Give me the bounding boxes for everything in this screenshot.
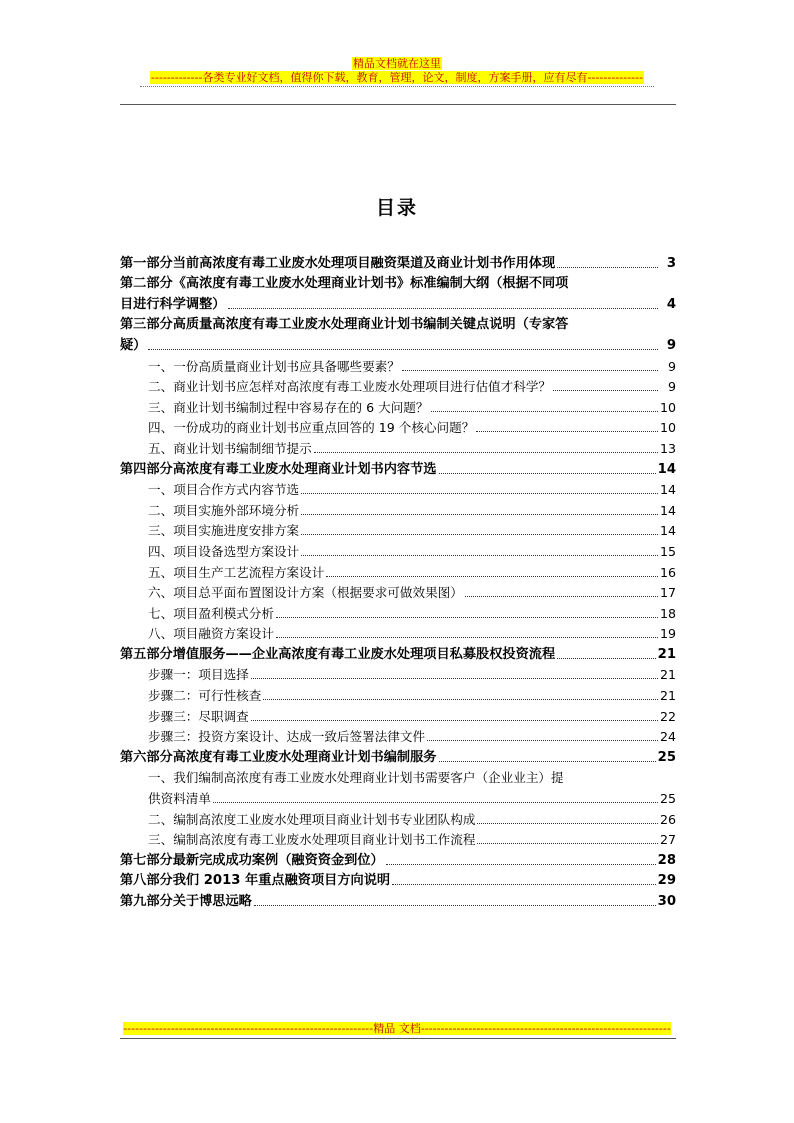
toc-leader — [301, 555, 658, 556]
toc-entry-3-5[interactable] — [120, 437, 676, 458]
toc-entry-text: 二、商业计划书应怎样对高浓度有毒工业废水处理项目进行估值才科学？ — [148, 379, 551, 395]
toc-entry-6-1[interactable] — [120, 767, 676, 788]
toc-entry-5-4[interactable] — [120, 726, 676, 747]
toc-page-number: 17 — [659, 585, 676, 601]
toc-entry-text: 三、商业计划书编制过程中容易存在的 6 大问题？ — [148, 399, 429, 415]
toc-page-number: 14 — [659, 482, 676, 498]
toc-entry-part2-cont[interactable] — [120, 293, 676, 314]
toc-entry-part4[interactable] — [120, 458, 676, 479]
toc-entry-text: 四、一份成功的商业计划书应重点回答的 19 个核心问题？ — [148, 420, 475, 436]
toc-entry-3-4[interactable] — [120, 417, 676, 438]
toc-leader — [263, 699, 658, 700]
toc-entry-text: 二、项目实施外部环境分析 — [148, 502, 300, 518]
toc-entry-text: 步骤三：尽职调查 — [148, 708, 249, 724]
toc-page-number: 15 — [659, 543, 676, 559]
toc-entry-4-3[interactable] — [120, 520, 676, 541]
toc-entry-4-1[interactable] — [120, 479, 676, 500]
toc-entry-part2[interactable] — [120, 273, 676, 294]
toc-leader — [402, 370, 658, 371]
toc-page-number: 3 — [666, 255, 676, 271]
toc-entry-text: 三、编制高浓度有毒工业废水处理项目商业计划书工作流程 — [148, 832, 476, 848]
header-dotted-line — [140, 86, 654, 91]
toc-leader — [301, 493, 658, 494]
toc-entry-4-7[interactable] — [120, 602, 676, 623]
footer-banner — [0, 1022, 794, 1036]
toc-leader — [251, 720, 658, 721]
toc-leader — [431, 411, 658, 412]
toc-entry-text: 第五部分增值服务——企业高浓度有毒工业废水处理项目私募股权投资流程 — [120, 646, 556, 662]
toc-page-number: 27 — [659, 832, 676, 848]
table-of-contents — [120, 252, 676, 911]
toc-entry-part8[interactable] — [120, 870, 676, 891]
toc-leader — [439, 761, 656, 762]
toc-entry-text: 八、项目融资方案设计 — [148, 626, 274, 642]
header-subtitle — [0, 71, 794, 85]
toc-page-number: 24 — [659, 729, 676, 745]
toc-entry-part5[interactable] — [120, 643, 676, 664]
toc-page-number: 10 — [659, 420, 676, 436]
toc-leader — [276, 637, 658, 638]
toc-leader — [553, 390, 658, 391]
toc-entry-text: 供资料清单 — [148, 791, 211, 807]
toc-page-number: 30 — [657, 894, 676, 909]
footer-text: ---------------------------------------------------------------精品 文档--------------------------------------------------------------- — [123, 1022, 671, 1035]
toc-entry-3-2[interactable] — [120, 376, 676, 397]
toc-entry-5-3[interactable] — [120, 705, 676, 726]
toc-page-number: 10 — [659, 399, 676, 415]
toc-entry-text: 一、项目合作方式内容节选 — [148, 482, 300, 498]
toc-leader — [228, 308, 659, 309]
toc-entry-text: 疑） — [120, 337, 147, 353]
toc-entry-text: 一、我们编制高浓度有毒工业废水处理商业计划书需要客户（企业业主）提 — [148, 770, 564, 786]
toc-entry-5-2[interactable] — [120, 684, 676, 705]
toc-page-number: 21 — [659, 688, 676, 704]
toc-page-number: 26 — [659, 811, 676, 827]
toc-entry-5-1[interactable] — [120, 664, 676, 685]
toc-page-number: 4 — [666, 296, 676, 312]
toc-page-number: 19 — [659, 626, 676, 642]
toc-page-number: 16 — [659, 564, 676, 580]
toc-leader — [254, 905, 656, 906]
toc-page-number: 9 — [667, 379, 676, 395]
toc-entry-text: 七、项目盈利模式分析 — [148, 605, 274, 621]
toc-page-number: 13 — [659, 440, 676, 456]
toc-entry-text: 步骤三：投资方案设计、达成一致后签署法律文件 — [148, 729, 426, 745]
toc-entry-4-6[interactable] — [120, 582, 676, 603]
toc-page-number: 25 — [657, 749, 676, 765]
toc-entry-part6[interactable] — [120, 746, 676, 767]
toc-entry-text: 二、编制高浓度工业废水处理项目商业计划书专业团队构成 — [148, 811, 476, 827]
toc-page-number: 18 — [659, 605, 676, 621]
toc-entry-text: 步骤一：项目选择 — [148, 667, 249, 683]
toc-entry-part3[interactable] — [120, 314, 676, 335]
toc-entry-6-3[interactable] — [120, 829, 676, 850]
toc-entry-text: 步骤二：可行性核查 — [148, 688, 262, 704]
toc-entry-text: 第六部分高浓度有毒工业废水处理商业计划书编制服务 — [120, 749, 437, 765]
toc-entry-text: 第三部分高质量高浓度有毒工业废水处理商业计划书编制关键点说明（专家答 — [120, 317, 569, 333]
toc-entry-text: 四、项目设备选型方案设计 — [148, 543, 300, 559]
toc-entry-text: 第二部分《高浓度有毒工业废水处理商业计划书》标准编制大纲（根据不同项 — [120, 276, 569, 292]
toc-page-number: 25 — [659, 791, 676, 807]
toc-leader — [301, 534, 658, 535]
toc-leader — [476, 431, 658, 432]
header-title-text: 精品文档就在这里 — [353, 57, 441, 70]
toc-entry-text: 三、项目实施进度安排方案 — [148, 523, 300, 539]
toc-page-number: 9 — [666, 337, 676, 353]
toc-entry-text: 五、项目生产工艺流程方案设计 — [148, 564, 325, 580]
toc-entry-6-1-cont[interactable] — [120, 787, 676, 808]
toc-entry-4-2[interactable] — [120, 499, 676, 520]
toc-page-number: 22 — [659, 708, 676, 724]
toc-leader — [557, 658, 655, 659]
toc-leader — [465, 596, 658, 597]
header-rule — [120, 104, 676, 105]
toc-entry-text: 一、一份高质量商业计划书应具备哪些要素？ — [148, 358, 400, 374]
toc-entry-text: 第一部分当前高浓度有毒工业废水处理项目融资渠道及商业计划书作用体现 — [120, 255, 556, 271]
toc-entry-part1[interactable] — [120, 252, 676, 273]
toc-entry-part7[interactable] — [120, 849, 676, 870]
toc-leader — [439, 473, 656, 474]
toc-entry-4-4[interactable] — [120, 540, 676, 561]
toc-entry-text: 目进行科学调整） — [120, 296, 226, 312]
toc-page-number: 29 — [657, 873, 676, 889]
toc-page-number: 28 — [657, 852, 676, 868]
toc-page-number: 21 — [657, 646, 676, 662]
toc-page-number: 14 — [659, 502, 676, 518]
footer-rule — [120, 1038, 676, 1039]
header-title — [0, 57, 794, 71]
toc-entry-3-3[interactable] — [120, 396, 676, 417]
toc-page-number: 14 — [659, 523, 676, 539]
toc-entry-4-8[interactable] — [120, 623, 676, 644]
toc-entry-text: 第四部分高浓度有毒工业废水处理商业计划书内容节选 — [120, 461, 437, 477]
page-title: 目录 — [375, 197, 418, 219]
toc-leader — [427, 740, 658, 741]
header-subtitle-text: -------------各类专业好文档，值得你下载，教育，管理，论文，制度，方案手册，应有尽有-------------- — [150, 71, 644, 84]
toc-entry-text: 第七部分最新完成成功案例（融资资金到位） — [120, 852, 384, 868]
toc-entry-3-1[interactable] — [120, 355, 676, 376]
toc-leader — [301, 514, 658, 515]
toc-entry-part9[interactable] — [120, 890, 676, 911]
toc-entry-text: 第九部分关于博思远略 — [120, 894, 252, 909]
toc-leader — [557, 267, 658, 268]
toc-page-number: 9 — [667, 358, 676, 374]
toc-leader — [276, 617, 658, 618]
toc-leader — [477, 843, 658, 844]
toc-entry-text: 五、商业计划书编制细节提示 — [148, 440, 312, 456]
toc-entry-part3-cont[interactable] — [120, 334, 676, 355]
toc-page-number: 21 — [659, 667, 676, 683]
toc-entry-text: 第八部分我们 2013 年重点融资项目方向说明 — [120, 873, 391, 889]
toc-leader — [477, 823, 658, 824]
toc-entry-4-5[interactable] — [120, 561, 676, 582]
toc-page-number: 14 — [657, 461, 676, 477]
toc-leader — [314, 452, 658, 453]
toc-entry-6-2[interactable] — [120, 808, 676, 829]
toc-leader — [148, 349, 658, 350]
toc-leader — [251, 678, 658, 679]
toc-entry-text: 六、项目总平面布置图设计方案（根据要求可做效果图） — [148, 585, 463, 601]
toc-leader — [392, 884, 656, 885]
toc-leader — [386, 864, 656, 865]
toc-leader — [326, 576, 658, 577]
toc-leader — [213, 802, 658, 803]
